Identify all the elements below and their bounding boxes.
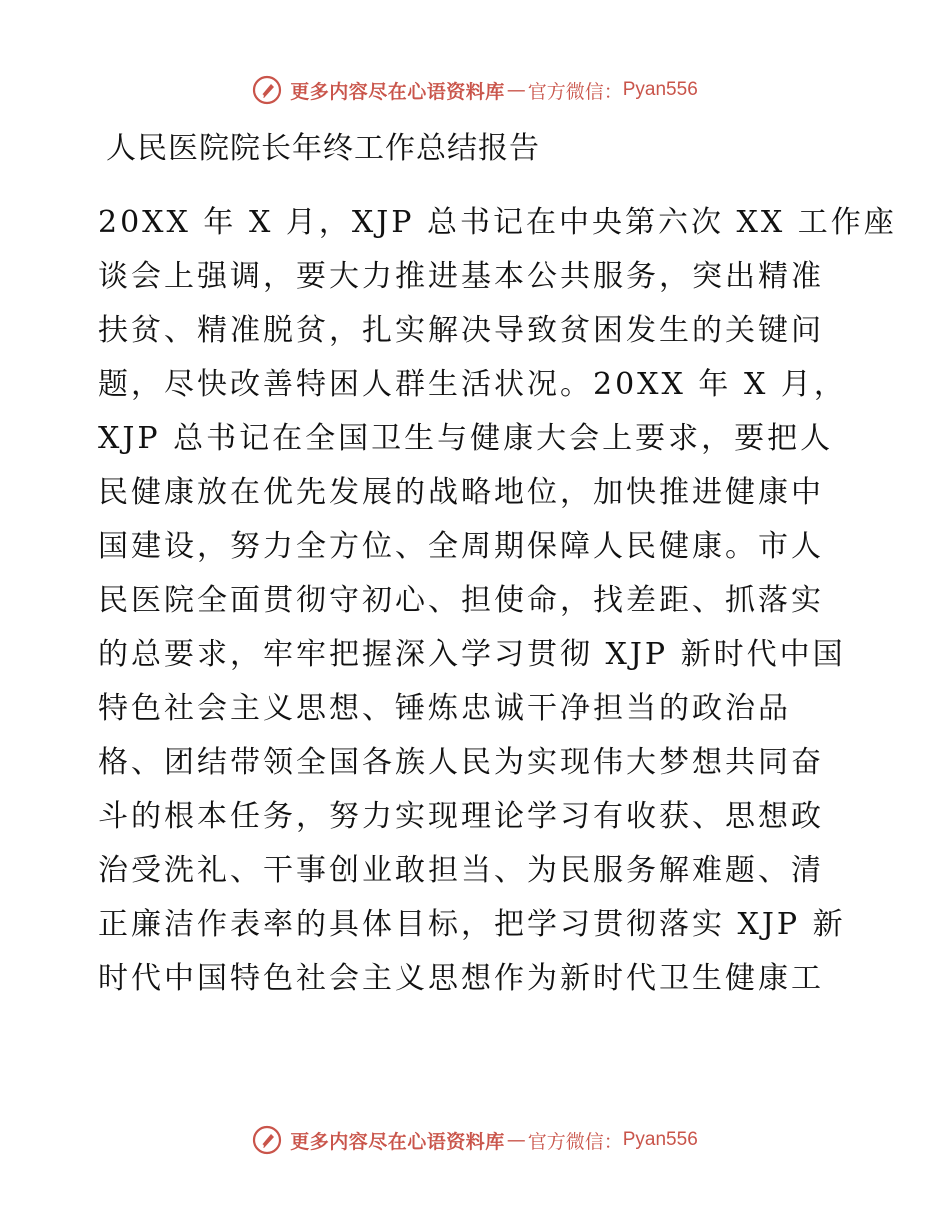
body-line: 20XX 年 X 月，XJP 总书记在中央第六次 XX 工作座 (98, 205, 897, 240)
watermark-wechat-label: 官方微信： (527, 80, 623, 103)
pen-nib-logo-icon (252, 75, 282, 105)
watermark-separator: — (506, 79, 526, 101)
body-line: 时代中国特色社会主义思想作为新时代卫生健康工 (98, 961, 824, 996)
document-title: 人民医院院长年终工作总结报告 (106, 131, 540, 166)
footer-watermark (0, 1120, 950, 1160)
body-line: 国建设，努力全方位、全周期保障人民健康。市人 (98, 529, 824, 564)
body-line: 题，尽快改善特困人群生活状况。20XX 年 X 月， (98, 367, 847, 402)
body-line: 民医院全面贯彻守初心、担使命，找差距、抓落实 (98, 583, 824, 618)
watermark-brand: 更多内容尽在心语资料库 (290, 1130, 505, 1153)
document-body (98, 196, 897, 1006)
body-line: 的总要求，牢牢把握深入学习贯彻 XJP 新时代中国 (98, 637, 846, 672)
body-line: XJP 总书记在全国卫生与健康大会上要求，要把人 (98, 421, 834, 456)
body-line: 格、团结带领全国各族人民为实现伟大梦想共同奋 (98, 745, 824, 780)
body-line: 扶贫、精准脱贫，扎实解决导致贫困发生的关键问 (98, 313, 824, 348)
body-line: 斗的根本任务，努力实现理论学习有收获、思想政 (98, 799, 824, 834)
header-watermark (0, 70, 950, 110)
watermark-wechat-id: Pyan556 (622, 79, 698, 100)
body-line: 谈会上强调，要大力推进基本公共服务，突出精准 (98, 259, 824, 294)
body-line: 治受洗礼、干事创业敢担当、为民服务解难题、清 (98, 853, 824, 888)
body-line: 民健康放在优先发展的战略地位，加快推进健康中 (98, 475, 824, 510)
pen-nib-logo-icon (252, 1125, 282, 1155)
watermark-wechat-id: Pyan556 (622, 1129, 698, 1150)
watermark-separator: — (506, 1129, 526, 1151)
watermark-brand: 更多内容尽在心语资料库 (290, 80, 505, 103)
watermark-wechat-label: 官方微信： (527, 1130, 623, 1153)
body-line: 正廉洁作表率的具体目标，把学习贯彻落实 XJP 新 (98, 907, 846, 942)
body-line: 特色社会主义思想、锤炼忠诚干净担当的政治品 (98, 691, 791, 726)
